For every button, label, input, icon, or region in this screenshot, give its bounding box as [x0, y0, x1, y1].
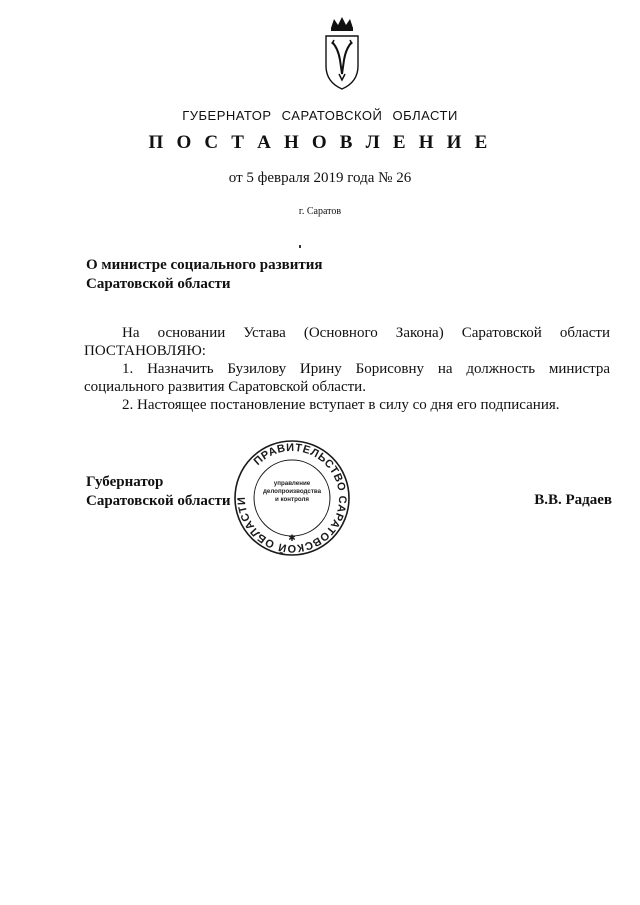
seal-inner-text	[252, 480, 332, 504]
coat-of-arms-icon	[322, 14, 362, 94]
document-date-number: от 5 февраля 2019 года № 26	[228, 170, 412, 186]
signer-title	[86, 473, 231, 511]
signer-title-line-2: Саратовской области	[86, 493, 231, 509]
svg-text:✱: ✱	[288, 533, 296, 543]
seal-inner-line-3: и контроля	[274, 496, 310, 503]
issuing-authority: ГУБЕРНАТОР САРАТОВСКОЙ ОБЛАСТИ	[182, 108, 458, 123]
seal-ring-text: ПРАВИТЕЛЬСТВО САРАТОВСКОЙ ОБЛАСТИ	[235, 441, 349, 555]
subject-line-2: Саратовской области	[86, 276, 231, 292]
official-seal	[232, 438, 352, 558]
item-1-line-1: 1. Назначить Бузилову Ирину Борисовну на должность министра	[122, 361, 610, 377]
seal-inner-line-1: управление	[273, 480, 311, 487]
document-body	[84, 324, 610, 414]
seal-inner-line-2: делопроизводства	[262, 488, 322, 495]
document-type: П О С Т А Н О В Л Е Н И Е	[148, 132, 492, 153]
scan-speck	[299, 245, 301, 248]
document-subject	[86, 256, 406, 294]
signer-name: В.В. Радаев	[534, 492, 612, 508]
intro-line-2: ПОСТАНОВЛЯЮ:	[84, 343, 206, 359]
document-city: г. Саратов	[298, 206, 342, 217]
item-1-line-2: социального развития Саратовской области.	[84, 379, 366, 395]
subject-line-1: О министре социального развития	[86, 257, 323, 273]
signer-title-line-1: Губернатор	[86, 474, 164, 490]
item-2: 2. Настоящее постановление вступает в силу со дня его подписания.	[122, 397, 560, 413]
intro-line-1: На основании Устава (Основного Закона) Саратовской области	[122, 325, 610, 341]
